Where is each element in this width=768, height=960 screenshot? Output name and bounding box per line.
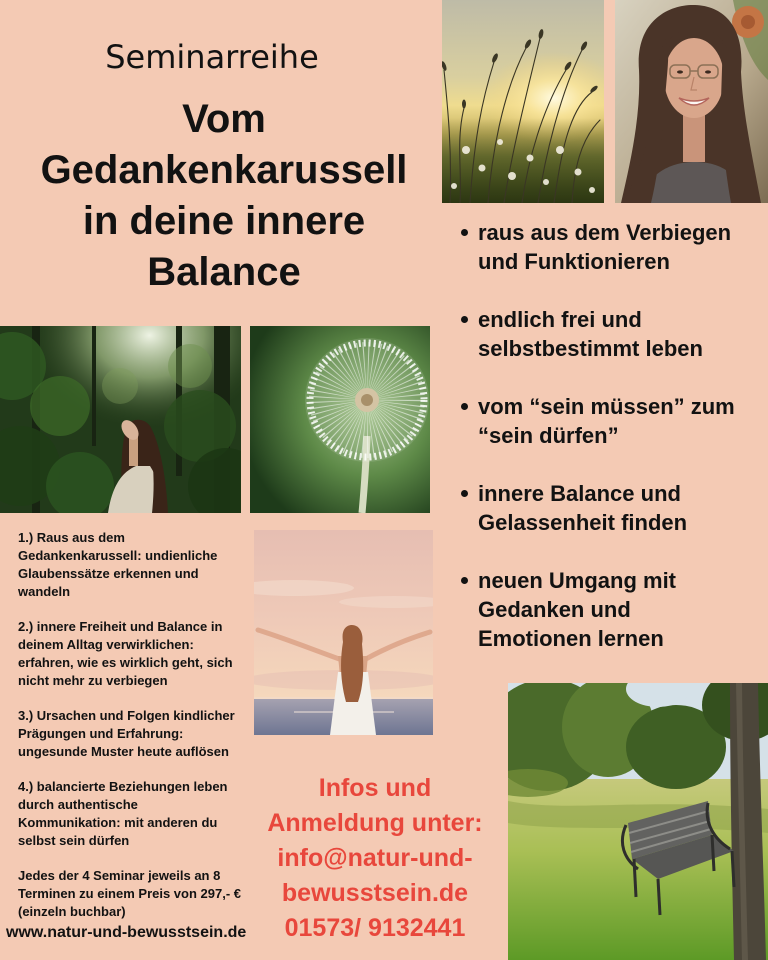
module-line: 2.) innere Freiheit und Balance in <box>18 619 223 634</box>
benefit-line: “sein dürfen” <box>478 423 619 448</box>
benefit-item <box>458 305 763 363</box>
website-url: www.natur-und-bewusstsein.de <box>6 924 247 941</box>
benefit-line: Emotionen lernen <box>478 626 664 651</box>
photo-sunset-grass <box>442 0 604 203</box>
benefit-list <box>458 218 763 682</box>
module-line: erfahren, wie es wirklich geht, sich <box>18 655 233 670</box>
module-line: deinem Alltag verwirklichen: <box>18 637 194 652</box>
pricing-line: Jedes der 4 Seminar jeweils an 8 <box>18 868 221 883</box>
module-item <box>18 707 250 761</box>
pricing-line: (einzeln buchbar) <box>18 904 126 919</box>
overline: Seminarreihe <box>105 38 319 76</box>
pricing-line: Terminen zu einem Preis von 297,- € <box>18 886 242 901</box>
contact-line: Infos und <box>318 774 432 802</box>
title-line: Gedankenkarussell <box>40 148 408 192</box>
module-line: selbst sein dürfen <box>18 833 130 848</box>
title-line: in deine innere <box>82 199 366 243</box>
photo-dandelion <box>250 326 430 513</box>
module-line: 1.) Raus aus dem <box>18 530 125 545</box>
module-line: 4.) balancierte Beziehungen leben <box>18 779 228 794</box>
contact-email: bewusstsein.de <box>281 879 469 907</box>
contact-email: info@natur-und- <box>277 844 473 872</box>
module-line: ungesunde Muster heute auflösen <box>18 744 229 759</box>
bullet-icon <box>461 577 468 584</box>
benefit-line: und Funktionieren <box>478 249 670 274</box>
module-line: nicht mehr zu verbiegen <box>18 673 168 688</box>
bullet-icon <box>461 403 468 410</box>
module-list <box>18 529 250 938</box>
module-item <box>18 778 250 850</box>
bullet-icon <box>461 316 468 323</box>
benefit-item <box>458 218 763 276</box>
benefit-line: endlich frei und <box>478 307 642 332</box>
photo-portrait <box>615 0 768 203</box>
module-line: Prägungen und Erfahrung: <box>18 726 184 741</box>
benefit-item <box>458 566 763 653</box>
module-line: Glaubenssätze erkennen und <box>18 566 199 581</box>
benefit-line: selbstbestimmt leben <box>478 336 703 361</box>
title-line: Vom <box>182 97 266 141</box>
benefit-line: Gedanken und <box>478 597 631 622</box>
bullet-icon <box>461 490 468 497</box>
photo-garden-bench <box>508 683 768 960</box>
module-item <box>18 618 250 690</box>
benefit-line: innere Balance und <box>478 481 681 506</box>
benefit-item <box>458 392 763 450</box>
module-item <box>18 529 250 601</box>
module-line: wandeln <box>18 584 71 599</box>
benefit-item <box>458 479 763 537</box>
benefit-line: raus aus dem Verbiegen <box>478 220 732 245</box>
photo-forest-woman <box>0 326 241 513</box>
contact-info <box>255 771 495 946</box>
photo-sunset-woman <box>254 530 433 735</box>
module-line: 3.) Ursachen und Folgen kindlicher <box>18 708 235 723</box>
contact-line: Anmeldung unter: <box>267 809 483 837</box>
benefit-line: vom “sein müssen” zum <box>478 394 735 419</box>
module-line: durch authentische <box>18 797 138 812</box>
bullet-icon <box>461 229 468 236</box>
benefit-line: neuen Umgang mit <box>478 568 677 593</box>
pricing-info <box>18 867 250 921</box>
benefit-line: Gelassenheit finden <box>478 510 688 535</box>
page-title <box>10 94 438 298</box>
contact-phone: 01573/ 9132441 <box>284 914 466 942</box>
title-line: Balance <box>147 250 301 294</box>
module-line: Gedankenkarussell: undienliche <box>18 548 218 563</box>
module-line: Kommunikation: mit anderen du <box>18 815 218 830</box>
